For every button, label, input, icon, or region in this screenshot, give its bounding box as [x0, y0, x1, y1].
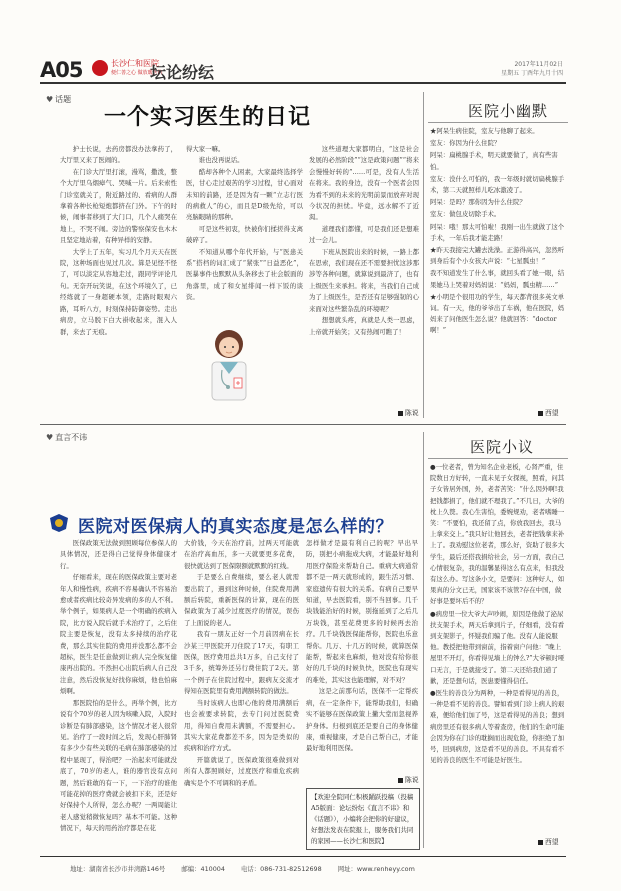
- article1-tag: [46, 94, 71, 105]
- issue-date-line2: 星期五 丁酉年九月十四: [501, 70, 563, 77]
- humor-item: 室友：你因为什么住院？: [430, 139, 501, 148]
- comments-author: [538, 836, 559, 846]
- article1-col3-p3: 下班从医院出来的时候，一路上都在思索，我们现在还不需要担忧这涉那涉等各种问题，就算说到最济了，也有上级医生来承担。将来，当我们自己成为了上级医生，是否还有足够强韧的心来面对这些繁杂乱的环境呢？: [309, 247, 419, 313]
- article2-tag-label: 直言不讳: [55, 433, 88, 442]
- article1-col3-p4: 想想就头疼，真就是人类一思虑，上帝就开始笑；又有热闹可瞧了！: [309, 316, 419, 336]
- humor-author: [538, 407, 559, 417]
- article1-title: 一个实习医生的日记: [104, 104, 312, 130]
- header-rule: [40, 82, 566, 84]
- humor-item: 室友：做包皮切除手术。: [430, 210, 501, 219]
- issue-date-line1: 2017年11月02日: [514, 61, 563, 68]
- comment-item: ●病房里一位大爷大声吵闹，原因是他做了泌尿扶支架手术，两天后拿到片子，仔细看，没有看到支架影子，怀疑我们骗了他。没有人能说服他。教授把他带到窗前，指着窗户问他：“晚上屋里不开灯，你看得见墙上的钟么?”大爷顿时哑口无言，于是就接受了。第二天还给我们道了歉，还是想句话，医患要懂得信任。: [430, 609, 565, 685]
- humor-author-name: 西望: [545, 409, 559, 417]
- article2-col2-p3: 我有一朋友正好一个月前因病在长沙某三甲医院开刀住院了17天，有职工医保，医疗费用总共1万多，自己支付了3千多，统筹外还另行费住院了2天。第一个例子在住院过程中，跟病友交流才得知在医院里有费用满额转院的做法。: [184, 630, 299, 696]
- humor-item: 阿呆：扁桃腺手术，明天就要做了，真有些害怕。: [430, 151, 558, 171]
- article2-col3: [306, 538, 418, 770]
- article1-col3-p2: 道理我们都懂，可是我们还是想难过一会儿。: [309, 224, 419, 245]
- submission-notice: 【欢迎全院同仁积极踊跃投稿（投稿A5版面：论坛纷纭《直言不讳》和《话题》），小编将会把你的好建议，好想法发表在院报上，服务我们共同的家园——长沙仁和医院】: [306, 788, 420, 850]
- comments-title: 医院小议: [470, 438, 535, 456]
- heart-icon: ♥: [46, 433, 54, 442]
- article1-col2-p4: 可是这些初衷，快被你们揉搓得支离破碎了。: [186, 224, 303, 245]
- article1-col2-p3: 酷却各种个人困素，大家最终选择学医，甘心走过艰苦的学习过程，甘心面对未知的前路，还是因为有一颗“立志行医的病救人”的心，而且是D级先给，可以亮脑眼睛的那种。: [186, 167, 303, 222]
- article1-author: [398, 407, 419, 417]
- article2-col2: [184, 538, 299, 846]
- article1-col3-p1: 这些道理大家都明白，“这是社会发展的必然阶段”“这是政策问题”“将来会慢慢好转的”……可是，没有人生活在将来。我的身边，没有一个医者会因为看不到的未来的光明前景而放弃对现今状况的担忧。毕竟，远水解不了近渴。: [309, 145, 419, 222]
- article2-col1-p2: 仔细看来，现在的医保政策主要对老年人和慢性病，疾病不容易确认不容易治愈或者疾病比较奇异发病的多的人不利。举个例子，如果病人是一个明确的疾病入院，比方说入院后就手术治疗了，之后住院主要是恢复，没有太多持续的治疗花费，那么其实住院的费用并没那么都不会超标，医生是任意做到让病人完全恢复健康再出院的。不然担心出院后病人自己没注意，然后没恢复好找你麻烦，他也怕麻烦啊。: [60, 573, 177, 696]
- article2-col1-p3: 那医院怕的是什么，再举个例，比方说有个70岁的老人因为咳嗽入院，入院时诊断是有肺部感染，这个情况才老人很常见。治疗了一段时间之后，发现心肝肺肾有多少少有些关联的毛病在肺部感染的过程中显现了，得治吧？一治起来可能就没底了，70岁的老人，谁的器官没有点问题，然后谁敢的有一下，一下治疗的谁他可能花掉的医疗费就会被扣下来，还是好好保持个人所得，怎么办呢？一两周能让老人感觉稍微恢复吗？基本不可能。这种情况下，每天的用药治疗都是在花: [60, 698, 177, 833]
- doctor-illustration: [198, 318, 260, 402]
- footer-website: 网址：www.renheyy.com: [337, 865, 415, 873]
- humor-item: ★小明是个很用功的学生，每天都背很多英文单词。有一天，他的爷爷出了车祸，他在医院，妈妈来了问他医生怎么说？他就回答：“doctor啊！”: [430, 292, 565, 335]
- article1-col2-p2: 谁也没再说话。: [198, 156, 244, 165]
- humor-item: 我不知道发生了什么事，就回头看了她一眼，结果她马上哭着对妈妈说：“妈妈，瓢虫精……”: [430, 269, 565, 289]
- page-code: A05: [40, 58, 83, 82]
- article2-col1-p1: 医保政策无法做到照顾每位参保人的具体情况，还是得自己觉得身体健康才行。: [60, 539, 177, 570]
- comment-item: ●医生的善良分为两种，一种是看得见的善良，一种是看不见的善良。譬如看到门诊上病人的艰难，便给他们加了号，这是看得见的善良；想到病房里还有很多病人等着查房，他们的生命可能会因为你在门诊的耽搁而出现危险，你拒绝了加号，回到病房，这是看不见的善良。不具有看不见的善良的医生不可能是好医生。: [430, 689, 565, 765]
- humor-item: ★昨天我接完大罐去洗澡。正游得高兴，忽然听到身后有个小女孩大声说：“七星瓢虫！”: [430, 246, 565, 266]
- humor-item: 阿呆：哦！那太可怕啦！我刚一出生就做了这个手术，一年后我才能走路！: [430, 222, 565, 242]
- article1-tag-label: 话题: [55, 95, 72, 104]
- footer-rule: [40, 856, 566, 857]
- article1-col3: [309, 144, 419, 398]
- article1-col2-p1: 得大家一嘛。: [186, 145, 225, 153]
- humor-item: ★阿呆生病住院，室友与他聊了起来。: [430, 127, 539, 135]
- humor-item: 室友：没什么可怕的，我一年级时就切扁桃腺手术，第二天就照样儿吃冰激凌了。: [430, 174, 565, 195]
- article2-col2-p2: 于是要么自费继续，要么老人就需要出院了，遇到这种时候，住院费用满额后转院，重新医保的计算，现在的医保政策为了减少过度医疗的情况，误伤了上面说的老人。: [184, 573, 299, 627]
- article1-col1-p3: 大学上了五年，实习几个月天天在医院，这种场面也见过几次。算是见怪不怪了，可以淡定从容地走过，跟同学评论几句。无奈开玩笑说，在这个环境久了，已经练就了一身超硬本领，走路时眼观六路，耳听八方，时刻保持防御姿势。走出病房，立马脱下白大褂收起来，混入人群，来去了无痕。: [60, 247, 177, 336]
- footer: [70, 864, 560, 873]
- article2-col2-p5: 开篇就说了，医保政策很难做到对所有人都照顾好，过度医疗和重危疾病确实是个不可调和的矛盾。: [184, 755, 299, 787]
- article1-col2-p5: 不知道从哪个年代开始，与“医患关系”搭档的词汇成了“紧张”“日益恶化”，医暴事件也默默从头条移去了社会版面的角落里，成了和女星绯闻一样下饭的谈资。: [186, 247, 303, 302]
- comments-body: [430, 462, 565, 834]
- footer-postcode: 邮编：410004: [181, 865, 225, 873]
- article1-col1-p1: 护士长说，去药房都没办法拿药了，大厅里又来了医闹的。: [60, 145, 177, 165]
- footer-phone: 电话：086-731-82512698: [240, 865, 322, 873]
- article1-col1: [60, 144, 177, 416]
- article1-col1-p2: 在门诊大厅里打滚，漫骂，撒泼，整个大厅里乌烟瘴气、哭喊一片。后来索性门诊室就关了，附近路过的、看病的人群拿着各种长枪短炮都挤在门外。下午的时候，闹事者移到了大门口，几个人痛哭在地上，不哭不闹。旁边的警察保安也木木且坚定地站着，有种异样的安静。: [60, 167, 177, 245]
- police-badge-icon: [48, 513, 70, 533]
- humor-item: 阿呆：是吗？那你因为什么住院？: [430, 198, 526, 207]
- section-title: 坛论纷纭: [150, 63, 215, 82]
- article2-title: 医院对医保病人的真实态度是怎么样的？: [78, 517, 393, 537]
- article2-tag: [46, 432, 87, 443]
- article2-col3-p2: 这是之前那句话，医保不一定帮疾病，在一定条件下，能帮助我们，但确实不能够在医保政策上撇大堂而忽视养护身体。归根到底还是要自己的身体健康，重视健康，才是自己帮自己，才能最好地利用医保。: [306, 687, 418, 753]
- column-divider-bottom: [423, 432, 424, 848]
- column-divider-top: [423, 92, 424, 418]
- article1-col2: [186, 144, 303, 314]
- comments-author-name: 西望: [545, 838, 559, 846]
- comments-title-rule: [428, 458, 568, 459]
- article2-col2-p1: 大价钱，今天在治疗前，过两天可能就在治疗高血压，多一天就要更多花费，很快就达到了医保限额就默默的红线。: [184, 539, 299, 570]
- logo-slogan: 便仁善之心 做放暖医院: [111, 70, 163, 76]
- article2-col2-p4: 当时该病人也即心他的费用满额后也会被要求转院，去专门问过医院费用，得知自费用未满额，不需要担心。其实大家花费都差不多，因为是类似的疾病和治疗方式。: [184, 698, 299, 753]
- article2-col1: [60, 538, 177, 846]
- humor-title: 医院小幽默: [468, 102, 549, 120]
- humor-title-rule: [428, 122, 568, 123]
- footer-address: 地址：湖南省长沙市井湾路146号: [70, 865, 166, 873]
- logo-emblem-icon: [92, 60, 108, 76]
- issue-date: [501, 60, 563, 78]
- heart-icon: ♥: [46, 95, 54, 104]
- article2-author: [398, 774, 419, 784]
- article2-col3-p1: 怎样做才是最有利自己的呢？早出早防，别把小病拖成大病，才能最好地利用医疗保险来帮助自己。重病大病通常都不是一两天就形成的，跟生活习惯、家庭遗传有很大的关系。有病自己要早知道，早去医院看，别不当回事。几千块钱能治好的时候，别拖延到了之后几万块钱，甚至花费更多的时候再去治疗。几千块钱医保能帮你，医院也乐意帮你。几万、十几万的时候，就算医保能帮，帮起来也麻烦，他对没有给你很好的几千块的时候负快，医院也有现实的难处，其实这也能理解，对不对？: [306, 539, 418, 684]
- section-separator: [40, 424, 566, 425]
- article2-author-name: 陈说: [405, 776, 419, 784]
- humor-body: [430, 126, 565, 404]
- comment-item: ●一位老者，曾为知名企业老板，心肾严重，住院数日方好转，一直未见子女探视，照看，问其子女皆居外国，外，老者苦笑：“什么因外啊!我把钱都捐了，他们就不理我了。”不几日，大爷的枕上久赘。我心生害怕，委婉规劝，老者嗜睡一笑：“不要怕，我还留了点，你放我回去，我马上拿来交上。”我只好让他回去，老者把钱拿来补上了。我劝慰这位老者，那么好，资助了很多大学生，最后还搭我捐给社会，另一方面，我自己心情很复杂，我的温馨显得这么有点来，但我没有这么办。写这条小文，是要问：这种好人，如果真的分文已无，国家该不该管?存在中国，做好事是要坏后不的？: [430, 463, 565, 606]
- hospital-logo: [92, 57, 163, 81]
- article1-author-name: 陈说: [405, 409, 419, 417]
- logo-name: 长沙仁和医院: [111, 59, 159, 68]
